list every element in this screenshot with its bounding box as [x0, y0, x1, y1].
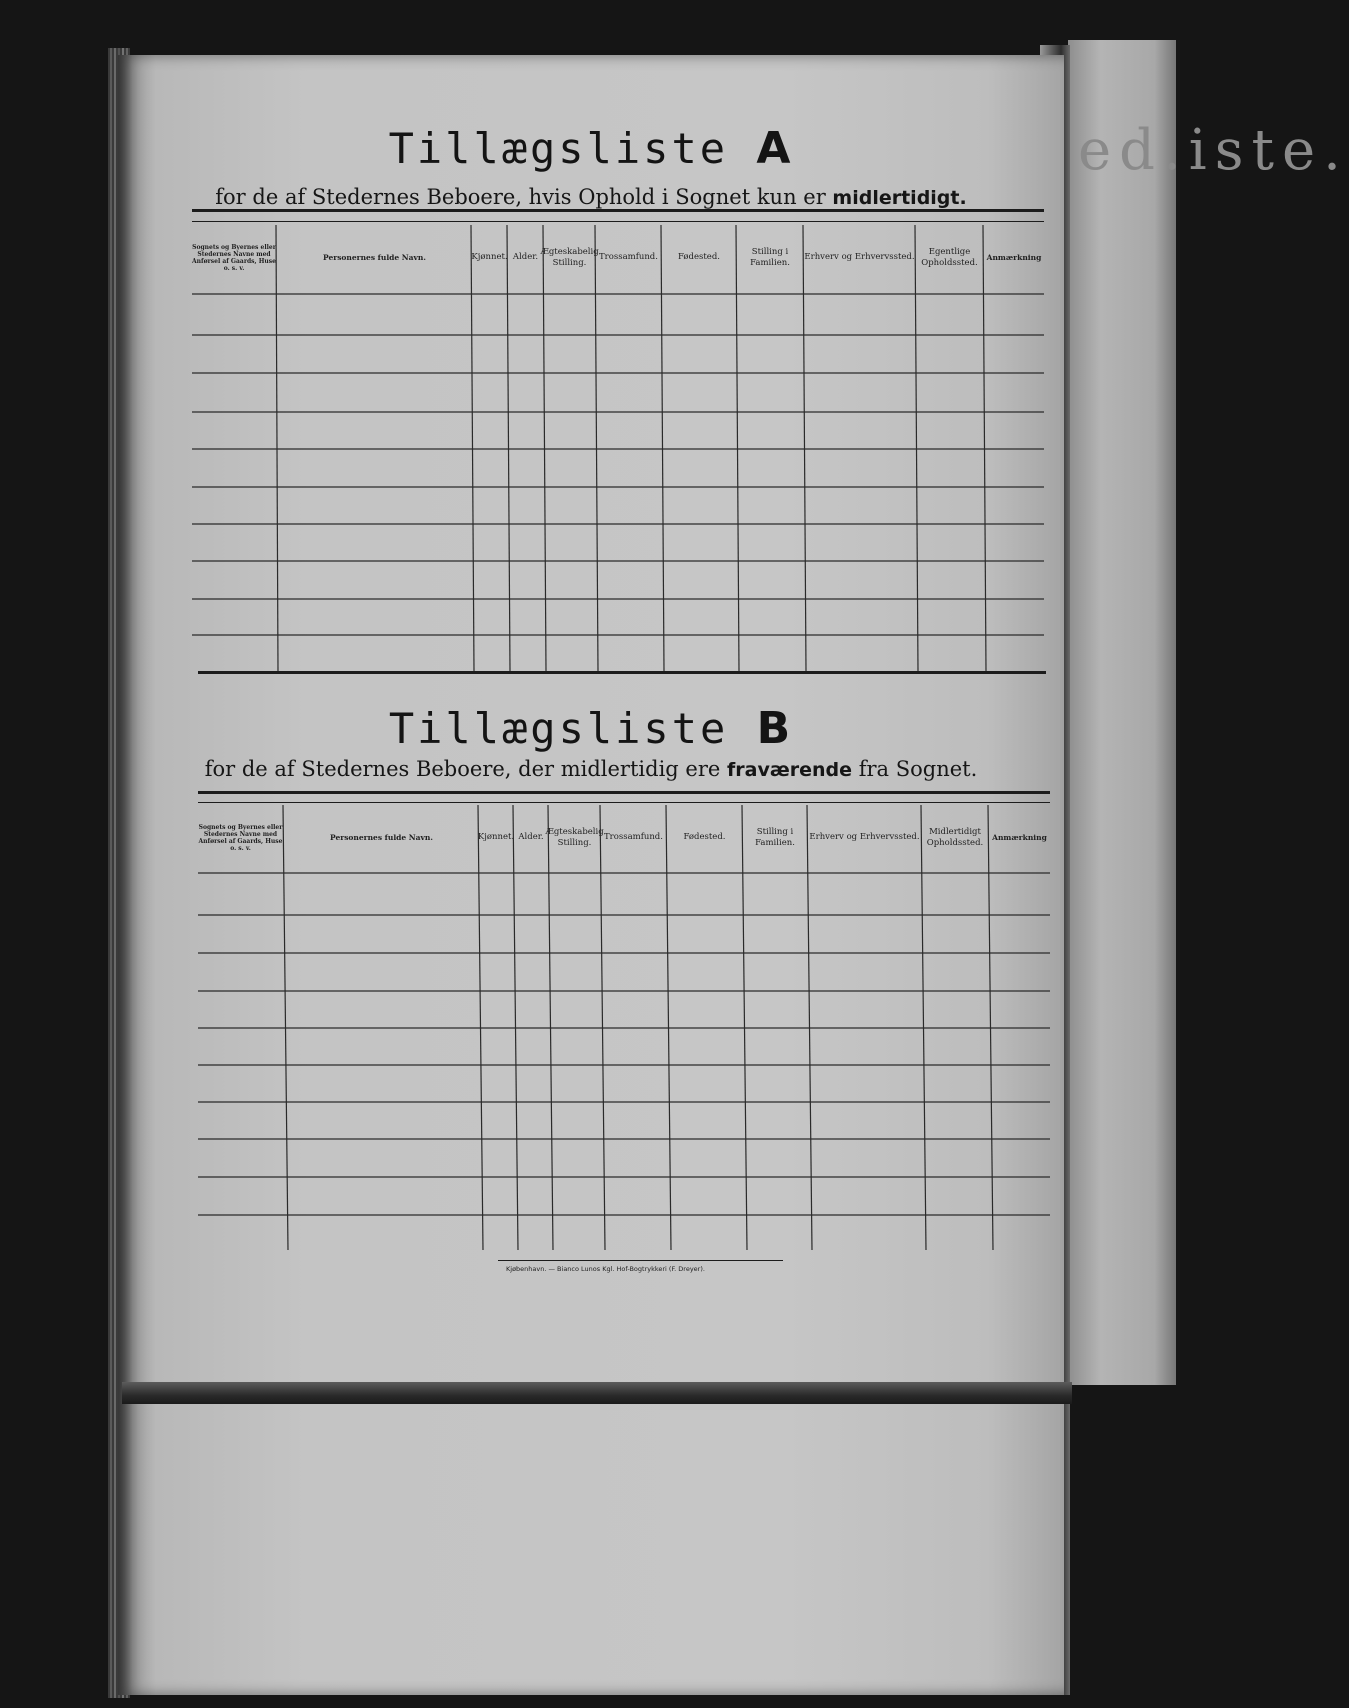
page-bottom-edge [122, 1382, 1072, 1404]
list-a-col-name: Personernes fulde Navn. [323, 252, 426, 262]
list-b-col-marital: Ægteskabelig Stilling. [545, 826, 604, 848]
list-b-subtitle-text: for de af Stedernes Beboere, der midlertidig ere [204, 757, 721, 781]
list-a-col-family-position: Stilling i Familien. [750, 246, 790, 268]
list-a-col-remarks: Anmærkning [986, 252, 1042, 262]
list-b-col-birthplace: Fødested. [683, 832, 726, 843]
list-a-col-birthplace: Fødested. [678, 252, 720, 263]
list-b-col-occupation: Erhverv og Erhvervssted. [809, 832, 920, 843]
list-b-col-family-position: Stilling i Familien. [755, 826, 795, 848]
list-b-col-remarks: Anmærkning [992, 832, 1047, 842]
list-a-col-age: Alder. [512, 252, 539, 263]
list-a-title-text: Tillægsliste [388, 124, 729, 173]
list-b-col-name: Personernes fulde Navn. [330, 832, 433, 842]
list-b-title-letter: B [756, 703, 794, 754]
list-b-subtitle-end: fra Sognet. [858, 757, 978, 781]
list-a-col-occupation: Erhverv og Erhvervssted. [804, 252, 915, 263]
list-a-title-letter: A [756, 123, 794, 174]
printer-imprint: Kjøbenhavn. — Bianco Lunos Kgl. Hof-Bogtrykkeri (F. Dreyer). [506, 1265, 705, 1273]
facing-page-bleed-text: ed.iste. [1078, 118, 1349, 183]
list-a-col-location: Sognets og Byernes eller Stedernes Navne med Anførsel af Gaards, Huse o. s. v. [192, 243, 276, 273]
list-a-subtitle-text: for de af Stedernes Beboere, hvis Ophold i Sognet kun er [215, 185, 826, 209]
list-a-col-sex: Kjønnet. [471, 252, 508, 263]
list-a-col-residence: Egentlige Opholdssted. [921, 246, 978, 268]
list-a-subtitle-emphasis: midlertidigt. [832, 187, 967, 209]
footer-rule [498, 1260, 783, 1261]
list-a-col-religion: Trossamfund. [599, 252, 658, 263]
list-b-col-age: Alder. [518, 832, 544, 843]
list-b-col-temporary-residence: Midlertidigt Opholdssted. [926, 826, 984, 848]
list-b-col-sex: Kjønnet. [477, 832, 515, 843]
census-page [118, 55, 1064, 1695]
list-b-title-text: Tillægsliste [388, 704, 729, 753]
list-b-col-location: Sognets og Byernes eller Stedernes Navne med Anførsel af Gaards, Huse o. s. v. [198, 823, 283, 853]
facing-page [1068, 40, 1176, 1385]
list-b-subtitle-emphasis: fraværende [727, 759, 853, 781]
list-b-col-religion: Trossamfund. [604, 832, 663, 843]
list-a-col-marital: Ægteskabelig Stilling. [540, 246, 599, 268]
list-b-table-grid [118, 55, 1064, 1455]
